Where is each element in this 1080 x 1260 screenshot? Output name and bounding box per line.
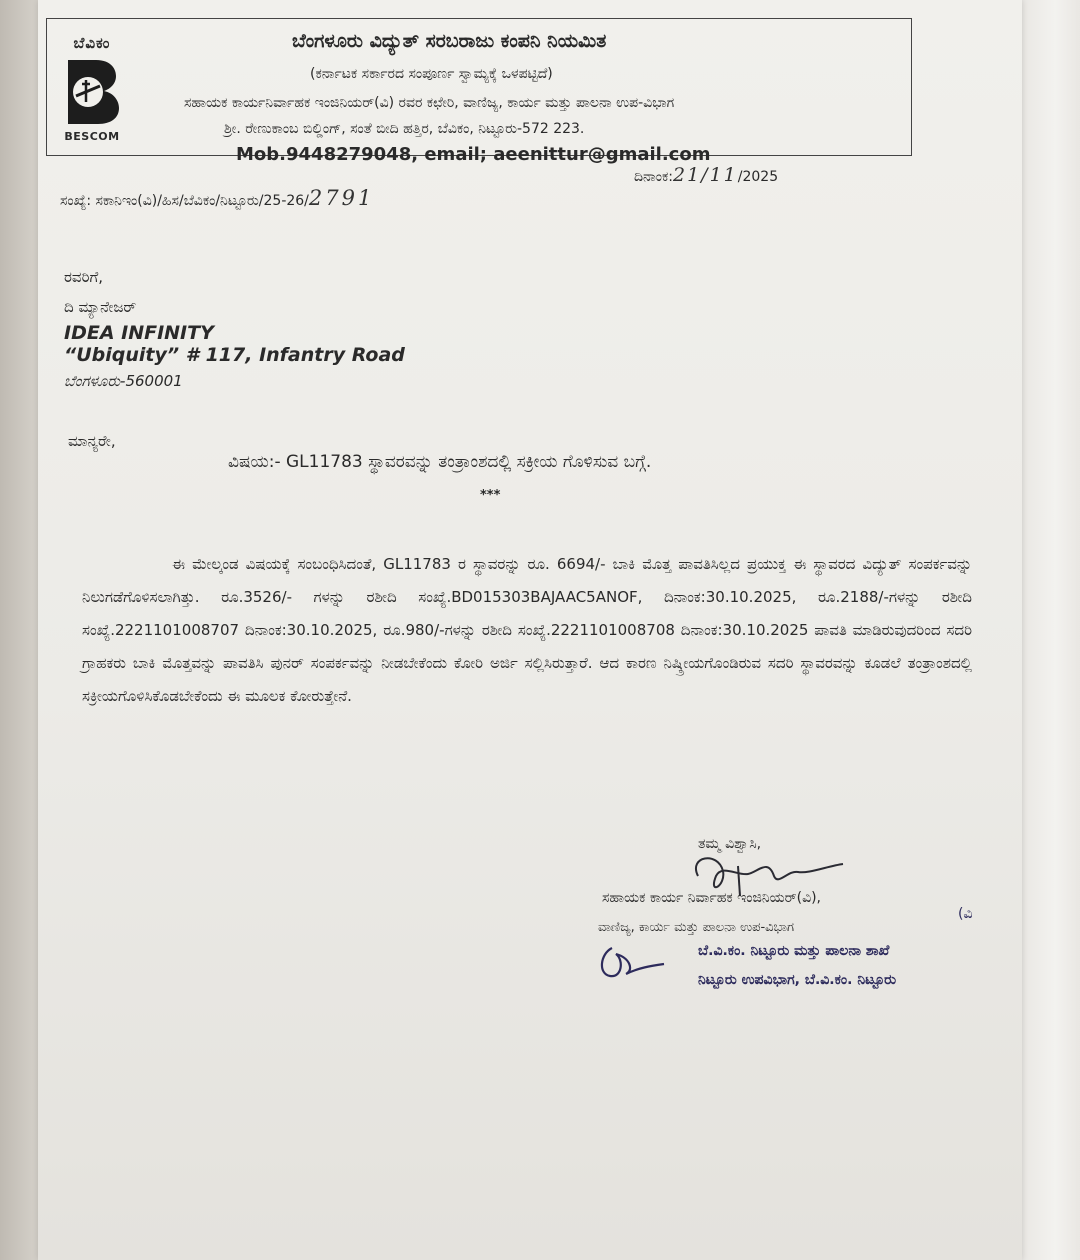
- table-surface-left: [0, 0, 40, 1260]
- logo-top-text: ಬೆವಿಕಂ: [73, 34, 111, 52]
- reference-number: [60, 186, 374, 210]
- office-stamp-line1: ಬೆ.ವಿ.ಕಂ. ನಿಟ್ಟೂರು ಮತ್ತು ಪಾಲನಾ ಶಾಖೆ: [698, 943, 890, 959]
- office-stamp-line2: ನಿಟ್ಟೂರು ಉಪವಿಭಾಗ, ಬೆ.ವಿ.ಕಂ. ನಿಟ್ಟೂರು: [698, 972, 897, 988]
- bescom-logo: [52, 34, 132, 146]
- recipient-company: IDEA INFINITY: [64, 322, 214, 344]
- office-contact: Mob.9448279048, email; aeenittur@gmail.com: [236, 144, 711, 165]
- separator: ***: [480, 488, 501, 503]
- signatory-department: ವಾಣಿಜ್ಯ, ಕಾರ್ಯ ಮತ್ತು ಪಾಲನಾ ಉಪ-ವಿಭಾಗ: [598, 920, 795, 935]
- date-year: /2025: [737, 169, 779, 185]
- handwritten-initials: [594, 940, 674, 984]
- table-surface-right: [1018, 0, 1080, 1260]
- letter-date: [634, 164, 778, 186]
- recipient-to: ರವರಿಗೆ,: [64, 268, 103, 286]
- recipient-address: “Ubiquity” # 117, Infantry Road: [64, 344, 405, 366]
- company-name: ಬೆಂಗಳೂರು ವಿದ್ಯುತ್ ಸರಬರಾಜು ಕಂಪನಿ ನಿಯಮಿತ: [292, 30, 607, 52]
- office-name: ಸಹಾಯಕ ಕಾರ್ಯನಿರ್ವಾಹಕ ಇಂಜಿನಿಯರ್(ವಿ) ರವರ ಕಛೇರಿ, ವಾಣಿಜ್ಯ, ಕಾರ್ಯ ಮತ್ತು ಪಾಲನಾ ಉಪ-ವಿಭಾಗ: [184, 95, 675, 111]
- subject-line: ವಿಷಯ:- GL11783 ಸ್ಥಾವರವನ್ನು ತಂತ್ರಾಂಶದಲ್ಲಿ ಸಕ್ರೀಯ ಗೊಳಿಸುವ ಬಗ್ಗೆ.: [228, 452, 652, 472]
- stamp-suffix: (ವಿ: [958, 906, 973, 922]
- reference-handwritten-number: 2791: [308, 186, 375, 210]
- letter-page: [38, 0, 1022, 1260]
- bescom-b-icon: [62, 56, 122, 128]
- closing: ತಮ್ಮ ವಿಶ್ವಾಸಿ,: [698, 836, 762, 852]
- date-handwritten-value: 21/11: [673, 164, 738, 186]
- office-address: ಶ್ರೀ. ರೇಣುಕಾಂಬ ಬಿಲ್ಡಿಂಗ್, ಸಂತೆ ಬೀದಿ ಹತ್ತಿರ, ಬೆವಿಕಂ, ನಿಟ್ಟೂರು-572 223.: [224, 121, 585, 137]
- logo-bottom-text: BESCOM: [64, 130, 120, 143]
- reference-label: ಸಂಖ್ಯೆ: ಸಕಾನಿಇಂ(ವಿ)/ಹಿಸ/ಬೆವಿಕಂ/ನಿಟ್ಟೂರು/25-26/: [60, 193, 309, 209]
- letter-body: ಈ ಮೇಲ್ಕಂಡ ವಿಷಯಕ್ಕೆ ಸಂಬಂಧಿಸಿದಂತೆ, GL11783 ರ ಸ್ಥಾವರನ್ನು ರೂ. 6694/- ಬಾಕಿ ಮೊತ್ತ ಪಾವತಿಸಿಲ್ಲದ ಪ್ರಯುಕ್ತ ಈ ಸ್ಥಾವರದ ವಿದ್ಯುತ್ ಸಂಪರ್ಕವನ್ನು ನಿಲುಗಡೆಗೊಳಿಸಲಾಗಿತ್ತು. ರೂ.3526/- ಗಳನ್ನು ರಶೀದಿ ಸಂಖ್ಯೆ.BD015303BAJAAC5ANOF, ದಿನಾಂಕ:30.10.2025, ರೂ.2188/-ಗಳನ್ನು ರಶೀದಿ ಸಂಖ್ಯೆ.2221101008707 ದಿನಾಂಕ:30.10.2025, ರೂ.980/-ಗಳನ್ನು ರಶೀದಿ ಸಂಖ್ಯೆ.2221101008708 ದಿನಾಂಕ:30.10.2025 ಪಾವತಿ ಮಾಡಿರುವುದರಿಂದ ಸದರಿ ಗ್ರಾಹಕರು ಬಾಕಿ ಮೊತ್ತವನ್ನು ಪಾವತಿಸಿ ಪುನರ್ ಸಂಪರ್ಕವನ್ನು ನೀಡಬೇಕೆಂದು ಕೋರಿ ಅರ್ಜಿ ಸಲ್ಲಿಸಿರುತ್ತಾರೆ. ಆದ ಕಾರಣ ನಿಷ್ಕ್ರೀಯಗೊಂಡಿರುವ ಸದರಿ ಸ್ಥಾವರವನ್ನು ಕೂಡಲೆ ತಂತ್ರಾಂಶದಲ್ಲಿ ಸಕ್ರೀಯಗೊಳಿಸಿಕೊಡಬೇಕೆಂದು ಈ ಮೂಲಕ ಕೋರುತ್ತೇನೆ.: [82, 555, 972, 705]
- signatory-designation: ಸಹಾಯಕ ಕಾರ್ಯ ನಿರ್ವಾಹಕ ಇಂಜಿನಿಯರ್(ವಿ),: [602, 890, 822, 906]
- date-label: ದಿನಾಂಕ:: [634, 169, 673, 185]
- recipient-city: ಬೆಂಗಳೂರು-560001: [64, 372, 183, 390]
- company-ownership: (ಕರ್ನಾಟಕ ಸರ್ಕಾರದ ಸಂಪೂರ್ಣ ಸ್ವಾಮ್ಯಕ್ಕೆ ಒಳಪಟ್ಟಿದೆ): [310, 66, 553, 82]
- salutation: ಮಾನ್ಯರೇ,: [68, 432, 116, 450]
- recipient-title: ದಿ ಮ್ಯಾನೇಜರ್: [64, 298, 137, 316]
